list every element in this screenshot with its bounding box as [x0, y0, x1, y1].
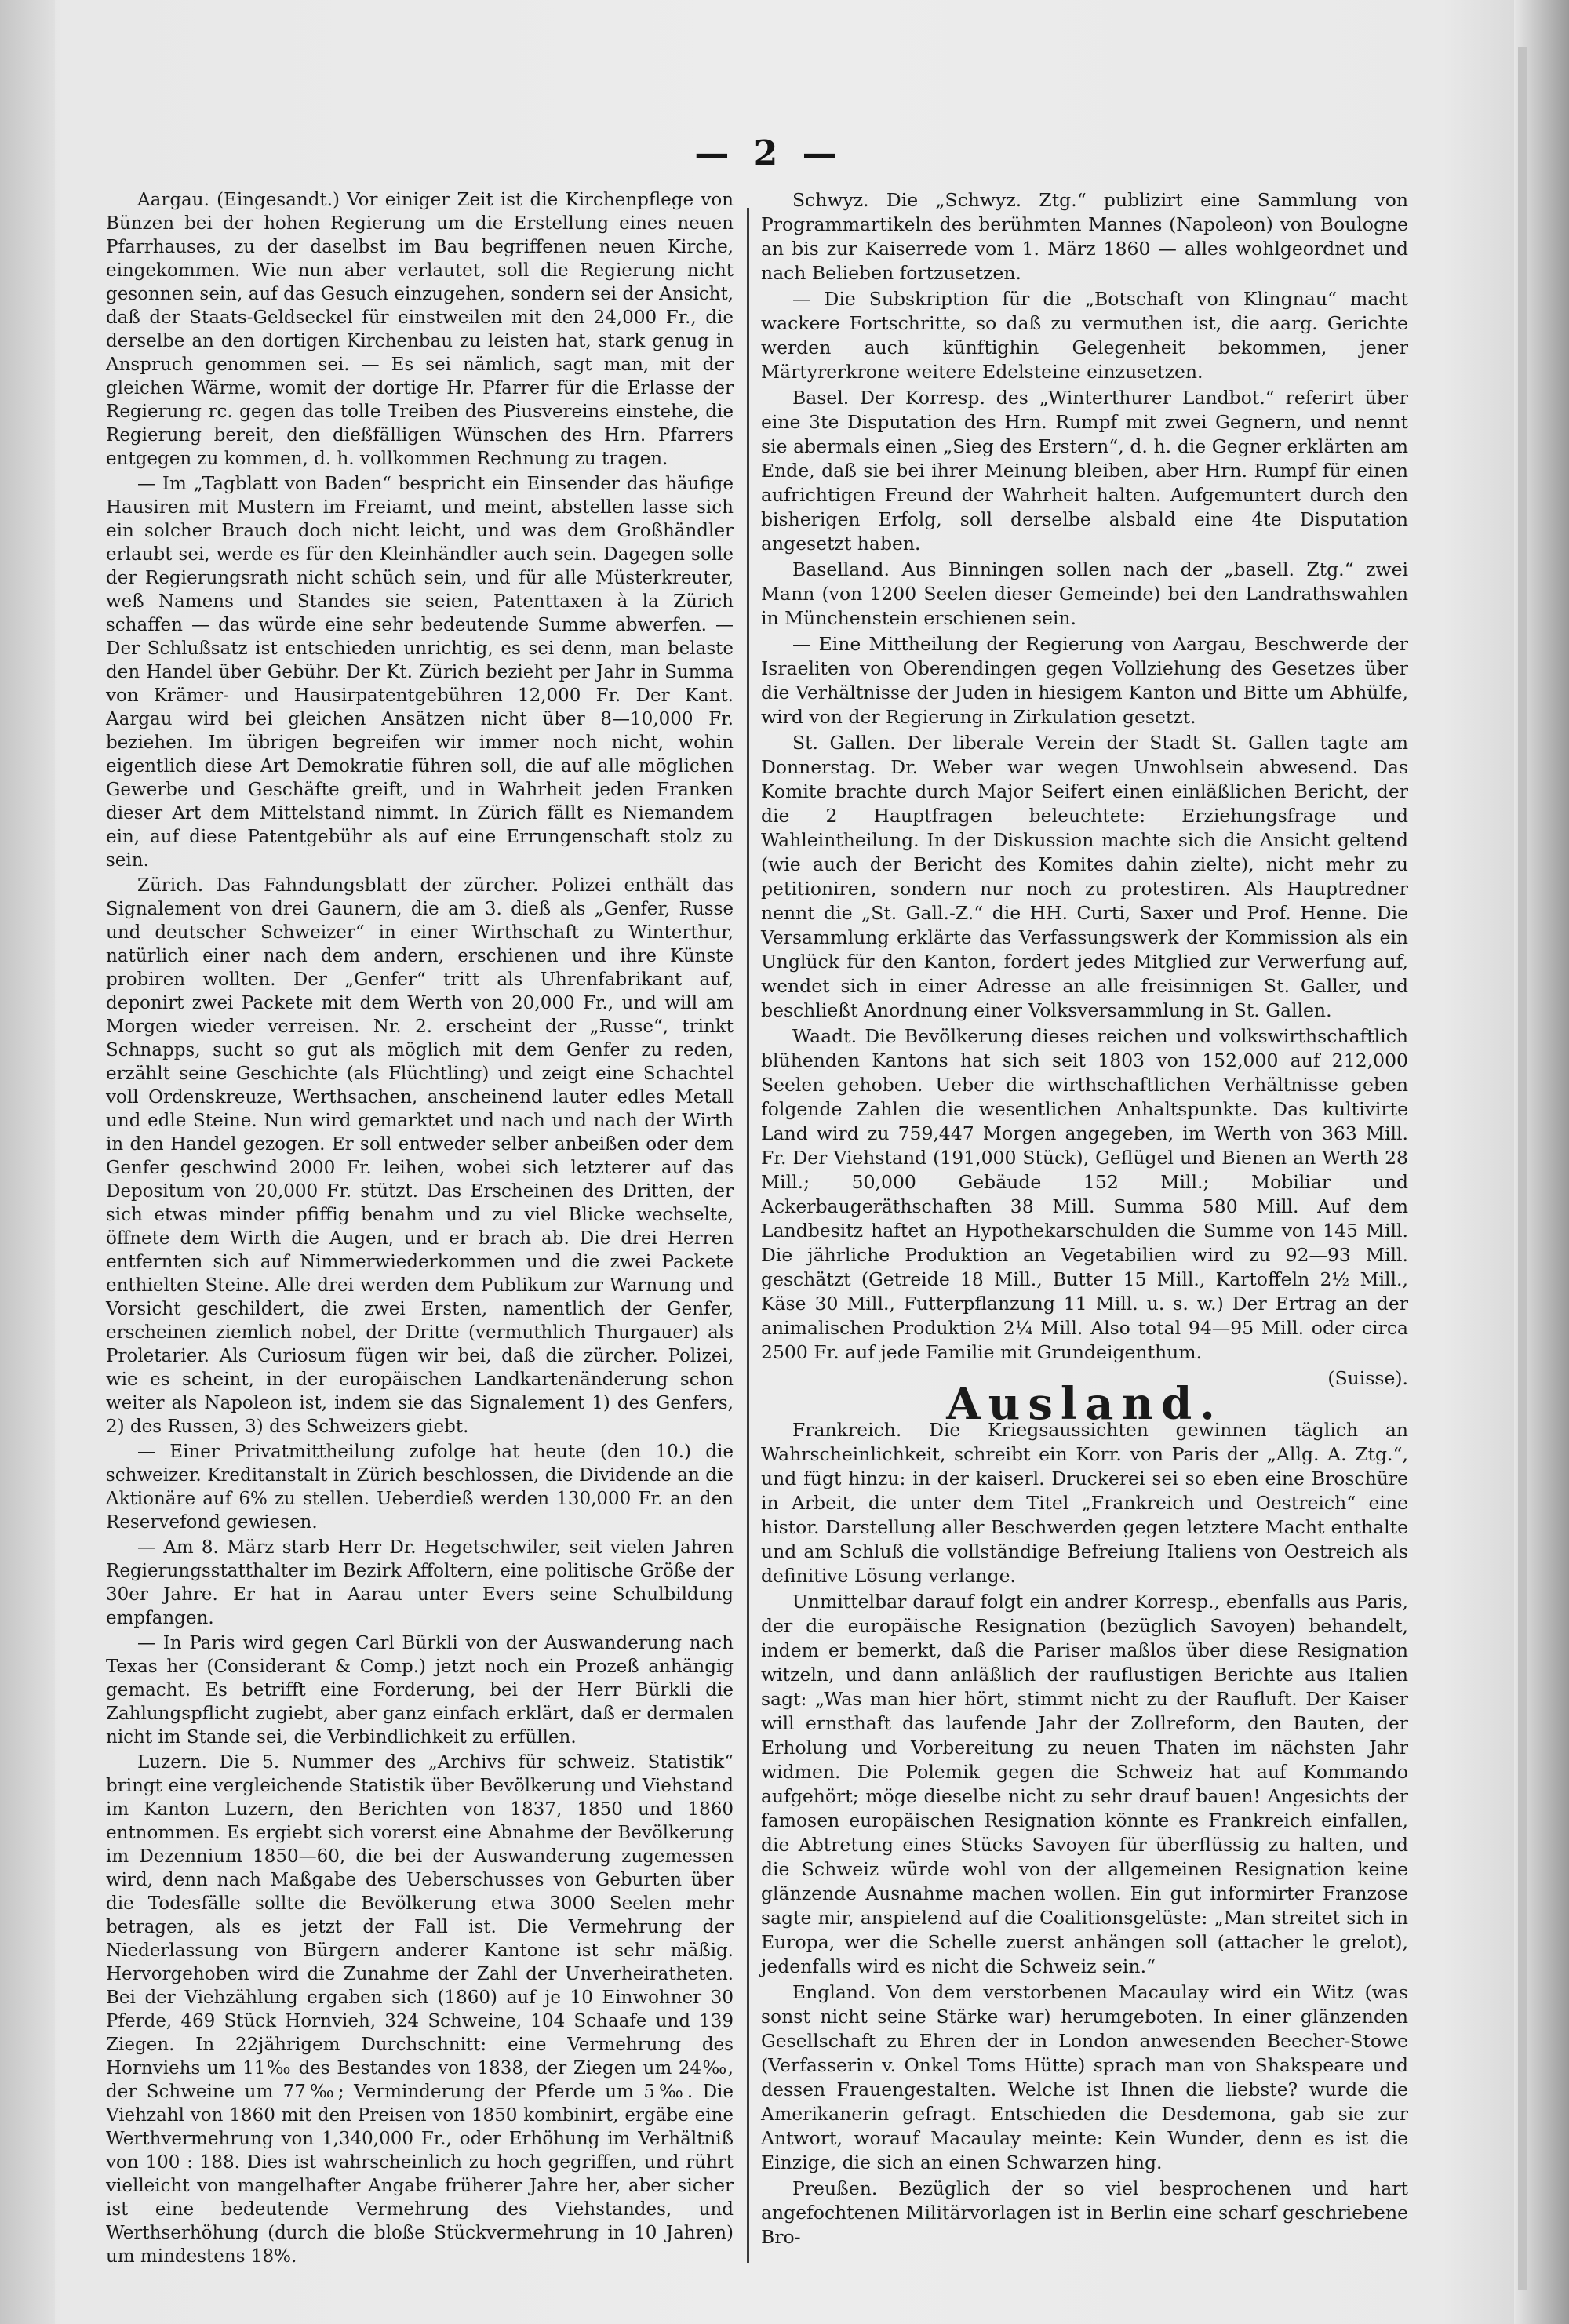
article-basel: Basel. Der Korresp. des „Winterthurer Landbot.“ referirt über eine 3te Disputation des Hrn. Rumpf mit zwei Gegnern, und nennt sie abermals einen „Sieg des Erstern“, d. h. die Gegner erklärten am Ende, daß sie bei ihrer Meinung bleiben, aber Hrn. Rumpf für einen aufrichtigen Freund der Wahrheit halten. Aufgemuntert durch den bisherigen Erfolg, soll derselbe alsbald eine 4te Disputation angesetzt haben.	[761, 387, 1408, 555]
article-frankreich-2: Unmittelbar darauf folgt ein andrer Korresp., ebenfalls aus Paris, der die europäische Resignation (bezüglich Savoyen) behandelt, indem er bemerkt, daß die Pariser maßlos über diese Resignation witzeln, und dann anläßlich der rauflustigen Berichte aus Italien sagt: „Was man hier hört, stimmt nicht zu der Raufluft. Der Kaiser will ernsthaft das laufende Jahr der Zollreform, den Bauten, der Erholung und Vorbereitung zu neuen Thaten im nächsten Jahr widmen. Die Polemik gegen die Schweiz hat auf Kommando aufgehört; möge dieselbe nicht zu sehr drauf bauen! Angesichts der famosen europäischen Resignation könnte es Frankreich einfallen, die Abtretung eines Stücks Savoyen für überflüssig zu halten, und die Schweiz würde wohl von der allgemeinen Resignation keine glänzende Ausnahme machen wollen. Ein gut informirter Franzose sagte mir, anspielend auf die Coalitionsgelüste: „Man streitet sich in Europa, wer die Schelle zuerst anhängen soll (attacher le grelot), jedenfalls wird es nicht die Schweiz sein.“	[761, 1591, 1408, 1977]
page-number: — 2 —	[694, 133, 843, 173]
article-klingnau: — Die Subskription für die „Botschaft von Klingnau“ macht wackere Fortschritte, so daß zu vermuthen ist, die aarg. Gerichte werden auch künftighin Gelegenheit bekommen, jener Märtyrerkrone weitere Edelsteine einzusetzen.	[761, 288, 1408, 383]
article-luzern-statistik: Luzern. Die 5. Nummer des „Archivs für schweiz. Statistik“ bringt eine vergleichende Statistik über Bevölkerung und Viehstand im Kanton Luzern, den Berichten von 1837, 1850 und 1860 entnommen. Es ergiebt sich vorerst eine Abnahme der Bevölkerung im Dezennium 1850—60, die bei der Auswanderung zugemessen wird, denn nach Maßgabe des Ueberschusses von Geburten über die Todesfälle sollte die Bevölkerung etwa 3000 Seelen mehr betragen, als es jetzt der Fall ist. Die Vermehrung der Niederlassung von Bürgern anderer Kantone ist sehr mäßig. Hervorgehoben wird die Zunahme der Zahl der Unverheiratheten. Bei der Viehzählung ergaben sich (1860) auf je 10 Einwohner 30 Pferde, 469 Stück Hornvieh, 324 Schweine, 104 Schaafe und 139 Ziegen. In 22jährigem Durchschnitt: eine Vermehrung des Hornviehs um 11‰ des Bestandes von 1838, der Ziegen um 24‰, der Schweine um 77‰; Verminderung der Pferde um 5‰. Die Viehzahl von 1860 mit den Preisen von 1850 kombinirt, ergäbe eine Werthvermehrung von 1,340,000 Fr., oder Erhöhung im Verhältniß von 100 : 188. Dies ist wahrscheinlich zu hoch gegriffen, und rührt vielleicht von mangelhafter Angabe früherer Jahre her, aber sicher ist eine bedeutende Vermehrung des Viehstandes, und Werthserhöhung (durch die bloße Stückvermehrung in 10 Jahren) um mindestens 18%.	[106, 1752, 734, 2267]
scan-shadow-left	[0, 0, 55, 2324]
article-schwyz: Schwyz. Die „Schwyz. Ztg.“ publizirt eine Sammlung von Programmartikeln des berühmten Mannes (Napoleon) von Boulogne an bis zur Kaiserrede vom 1. März 1860 — alles wohlgeordnet und nach Belieben fortzusetzen.	[761, 189, 1408, 284]
article-tagblatt-baden: — Im „Tagblatt von Baden“ bespricht ein Einsender das häufige Hausiren mit Mustern im Freiamt, und meint, abstellen lasse sich ein solcher Brauch doch nicht leicht, und was dem Großhändler erlaubt sei, werde es für den Kleinhändler auch sein. Dagegen solle der Regierungsrath nicht schüch sein, und für alle Müsterkreuter, weß Namens und Standes sie seien, Patenttaxen à la Zürich schaffen — das würde eine sehr bedeutende Summe abwerfen. — Der Schlußsatz ist entschieden unrichtig, es sei denn, man belaste den Handel über Gebühr. Der Kt. Zürich bezieht per Jahr in Summa von Krämer- und Hausirpatentgebühren 12,000 Fr. Der Kant. Aargau wird bei gleichen Ansätzen nicht über 8—10,000 Fr. beziehen. Im übrigen begreifen wir immer noch nicht, wohin eigentlich diese Art Demokratie führen soll, die auf alle möglichen Gewerbe und Geschäfte greift, und in Wahrheit jeden Franken dieser Art dem Mittelstand nimmt. In Zürich fällt es Niemandem ein, auf diese Patentgebühr als auf eine Errungenschaft stolz zu sein.	[106, 474, 734, 871]
article-buerkli: — In Paris wird gegen Carl Bürkli von der Auswanderung nach Texas her (Considerant & Comp.) jetzt noch ein Prozeß anhängig gemacht. Es betrifft eine Forderung, bei der Herr Bürkli die Zahlungspflicht zugiebt, aber ganz einfach erklärt, daß er dermalen nicht im Stande sei, die Verbindlichkeit zu erfüllen.	[106, 1633, 734, 1748]
article-st-gallen: St. Gallen. Der liberale Verein der Stadt St. Gallen tagte am Donnerstag. Dr. Weber war wegen Unwohlsein abwesend. Das Komite brachte durch Major Seifert einen einläßlichen Bericht, der die 2 Hauptfragen beleuchtete: Erziehungsfrage und Wahleintheilung. In der Diskussion machte sich die Ansicht geltend (wie auch der Bericht des Komites dahin zielte), nicht mehr zu petitioniren, sondern nur noch zu protestiren. Als Hauptredner nennt die „St. Gall.-Z.“ die HH. Curti, Saxer und Prof. Henne. Die Versammlung erklärte das Verfassungswerk der Kommission als ein Unglück für den Kanton, fordert jedes Mitglied zur Verwerfung auf, wendet sich in einer Adresse an alle freisinnigen St. Galler, und beschließt Anordnung einer Volksversammlung in St. Gallen.	[761, 732, 1408, 1021]
article-frankreich: Frankreich. Die Kriegsaussichten gewinnen täglich an Wahrscheinlichkeit, schreibt ein Korr. von Paris der „Allg. A. Ztg.“, und fügt hinzu: in der kaiserl. Druckerei sei so eben eine Broschüre in Arbeit, die unter dem Titel „Frankreich und Oestreich“ eine histor. Darstellung aller Beschwerden gegen letztere Macht enthalte und am Schluß die vollständige Befreiung Italiens von Oestreich als definitive Lösung verlange.	[761, 1419, 1408, 1587]
article-england: England. Von dem verstorbenen Macaulay wird ein Witz (was sonst nicht seine Stärke war) herumgeboten. In einer glänzenden Gesellschaft zu Ehren der in London anwesenden Beecher-Stowe (Verfasserin v. Onkel Toms Hütte) sprach man von Shakspeare und dessen Frauengestalten. Welche ist Ihnen die liebste? wurde die Amerikanerin gefragt. Entschieden die Desdemona, gab sie zur Antwort, worauf Macaulay meinte: Kein Wunder, denn es ist die Einzige, die sich an einen Schwarzen hing.	[761, 1981, 1408, 2173]
right-column	[761, 188, 1408, 2251]
left-column	[106, 188, 734, 2270]
article-israeliten: — Eine Mittheilung der Regierung von Aargau, Beschwerde der Israeliten von Oberendingen gegen Vollziehung des Gesetzes über die Verhältnisse der Juden in hiesigem Kanton und Bitte um Abhülfe, wird von der Regierung in Zirkulation gesetzt.	[761, 633, 1408, 728]
article-kreditanstalt: — Einer Privatmittheilung zufolge hat heute (den 10.) die schweizer. Kreditanstalt in Zürich beschlossen, die Dividende an die Aktionäre auf 6% zu stellen. Ueberdieß werden 130,000 Fr. an den Reservefond gewiesen.	[106, 1442, 734, 1533]
article-baselland: Baselland. Aus Binningen sollen nach der „basell. Ztg.“ zwei Mann (von 1200 Seelen dieser Gemeinde) bei den Landrathswahlen in Münchenstein erschienen sein.	[761, 558, 1408, 629]
article-aargau-kirchenpflege: Aargau. (Eingesandt.) Vor einiger Zeit ist die Kirchenpflege von Bünzen bei der hohen Regierung um die Erstellung eines neuen Pfarrhauses, zu der daselbst im Bau begriffenen neuen Kirche, eingekommen. Wie nun aber verlautet, soll die Regierung nicht gesonnen sein, auf das Gesuch einzugehen, sondern sei der Ansicht, daß der Staats-Geldseckel für einstweilen mit den 24,000 Fr., die derselbe an den dortigen Kirchenbau zu leisten hat, stark genug in Anspruch genommen sei. — Es sei nämlich, sagt man, mit der gleichen Wärme, womit der dortige Hr. Pfarrer für die Erlasse der Regierung rc. gegen das tolle Treiben des Piusvereins einstehe, die Regierung bereit, den dießfälligen Wünschen des Hrn. Pfarrers entgegen zu kommen, d. h. vollkommen Rechnung zu tragen.	[106, 190, 734, 469]
article-hegetschwiler: — Am 8. März starb Herr Dr. Hegetschwiler, seit vielen Jahren Regierungsstatthalter im Bezirk Affoltern, eine politische Größe der 30er Jahre. Er hat in Aarau unter Evers seine Schulbildung empfangen.	[106, 1537, 734, 1628]
article-preussen: Preußen. Bezüglich der so viel besprochenen und hart angefochtenen Militärvorlagen ist in Berlin eine scharf geschriebene Bro-	[761, 2177, 1408, 2248]
column-divider	[747, 208, 749, 2263]
article-zuerich-gauner: Zürich. Das Fahndungsblatt der zürcher. Polizei enthält das Signalement von drei Gaunern, die am 3. dieß als „Genfer, Russe und deutscher Schweizer“ in einer Wirthschaft zu Winterthur, natürlich einer nach dem andern, erschienen und ihre Künste probiren wollten. Der „Genfer“ tritt als Uhrenfabrikant auf, deponirt zwei Packete mit dem Werth von 20,000 Fr., und will am Morgen wieder verreisen. Nr. 2. erscheint der „Russe“, trinkt Schnapps, sucht so gut als möglich mit dem Genfer zu reden, erzählt seine Geschichte (als Flüchtling) und zeigt eine Schachtel voll Ordenskreuze, Werthsachen, anscheinend lauter edles Metall und edle Steine. Nun wird gemarktet und nach und nach der Wirth in den Handel gezogen. Er soll entweder selber anbeißen oder dem Genfer geschwind 2000 Fr. leihen, wobei sich letzterer auf das Depositum von 20,000 Fr. stützt. Das Erscheinen des Dritten, der sich etwas minder pfiffig benahm und zu viel Blicke wechselte, öffnete dem Wirth die Augen, und er brach ab. Die drei Herren entfernten sich auf Nimmerwiederkommen und die zwei Packete enthielten Steine. Alle drei werden dem Publikum zur Warnung und Vorsicht geschildert, die zwei Ersten, namentlich der Genfer, erscheinen ziemlich nobel, der Dritte (vermuthlich Thurgauer) als Proletarier. Als Curiosum fügen wir bei, daß die zürcher. Polizei, wie es scheint, in der europäischen Landkartenänderung schon weiter als Napoleon ist, indem sie das Signalement 1) des Genfers, 2) des Russen, 3) des Schweizers giebt.	[106, 875, 734, 1437]
article-waadt: Waadt. Die Bevölkerung dieses reichen und volkswirthschaftlich blühenden Kantons hat sich seit 1803 von 152,000 auf 212,000 Seelen gehoben. Ueber die wirthschaftlichen Verhältnisse geben folgende Zahlen die wesentlichen Anhaltspunkte. Das kultivirte Land wird zu 759,447 Morgen angegeben, im Werth von 363 Mill. Fr. Der Viehstand (191,000 Stück), Geflügel und Bienen an Werth 28 Mill.; 50,000 Gebäude 152 Mill.; Mobiliar und Ackerbaugeräthschaften 38 Mill. Summa 580 Mill. Auf dem Landbesitz haftet an Hypothekarschulden die Summe von 145 Mill. Die jährliche Produktion an Vegetabilien wird zu 92—93 Mill. geschätzt (Getreide 18 Mill., Butter 15 Mill., Kartoffeln 2½ Mill., Käse 30 Mill., Futterpflanzung 11 Mill. u. s. w.) Der Ertrag an der animalischen Produktion 2¼ Mill. Also total 94—95 Mill. oder circa 2500 Fr. auf jede Familie mit Grundeigenthum.	[761, 1025, 1408, 1363]
section-heading-ausland: Ausland.	[946, 1378, 1223, 1430]
source-suisse: (Suisse).	[1327, 1367, 1408, 1389]
binding-edge	[1518, 47, 1527, 2290]
